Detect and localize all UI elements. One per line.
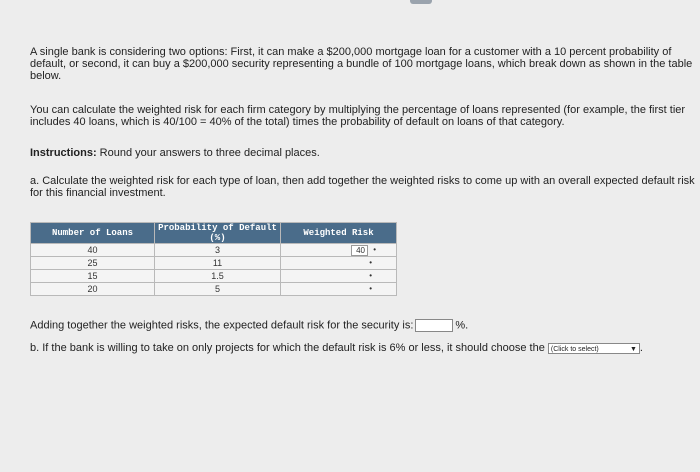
weighted-risk-cell[interactable] (281, 257, 397, 270)
loans-cell: 15 (31, 270, 155, 283)
header-number-of-loans: Number of Loans (31, 223, 155, 244)
explanation-paragraph: You can calculate the weighted risk for each firm category by multiplying the percentage of loans represented (for example, the first tier includes 40 loans, which is 40/100 = 40% of the total) times the probability of default on loans of that category. (30, 104, 686, 128)
weighted-risk-cell[interactable] (281, 283, 397, 296)
loan-table (30, 222, 397, 296)
loans-cell: 20 (31, 283, 155, 296)
status-dot-icon: • (373, 245, 376, 254)
instructions-text: Round your answers to three decimal places. (96, 147, 320, 159)
instructions-paragraph (30, 147, 320, 159)
probability-cell: 1.5 (155, 270, 281, 283)
table-row (31, 283, 397, 296)
loans-cell: 25 (31, 257, 155, 270)
total-risk-prompt: Adding together the weighted risks, the expected default risk for the security is: (30, 319, 414, 332)
header-weighted-risk: Weighted Risk (281, 223, 397, 244)
instructions-label: Instructions: (30, 147, 97, 159)
top-badge (410, 0, 432, 4)
probability-cell: 3 (155, 244, 281, 257)
table-row (31, 270, 397, 283)
status-dot-icon: • (369, 258, 372, 267)
weighted-risk-cell (281, 244, 397, 257)
total-risk-input[interactable] (415, 319, 453, 332)
part-b-suffix: . (639, 342, 643, 354)
probability-cell: 11 (155, 257, 281, 270)
chevron-down-icon: ▼ (629, 345, 637, 353)
status-dot-icon: • (369, 284, 372, 293)
probability-cell: 5 (155, 283, 281, 296)
total-risk-line (30, 319, 468, 332)
part-b-line (30, 342, 643, 354)
intro-paragraph: A single bank is considering two options: First, it can make a $200,000 mortgage loan for a customer with a 10 percent probability of default, or second, it can buy a $200,000 security representing a bundle of 100 mortgage loans, which break down as shown in the table below. (30, 46, 693, 82)
table-row (31, 244, 397, 257)
option-select-value: (Click to select) (550, 345, 599, 353)
part-a-question: a. Calculate the weighted risk for each type of loan, then add together the weighted risks to come up with an overall expected default risk for this financial investment. (30, 175, 695, 199)
header-probability-of-default: Probability of Default (%) (155, 223, 281, 244)
loans-cell: 40 (31, 244, 155, 257)
table-header-row (31, 223, 397, 244)
status-dot-icon: • (369, 271, 372, 280)
option-select[interactable] (548, 343, 640, 354)
total-risk-suffix: %. (455, 319, 469, 332)
table-row (31, 257, 397, 270)
weighted-risk-input[interactable]: 40 (351, 245, 368, 256)
weighted-risk-cell[interactable] (281, 270, 397, 283)
part-b-question: b. If the bank is willing to take on only projects for which the default risk is 6% or less, it should choose the (30, 342, 545, 354)
